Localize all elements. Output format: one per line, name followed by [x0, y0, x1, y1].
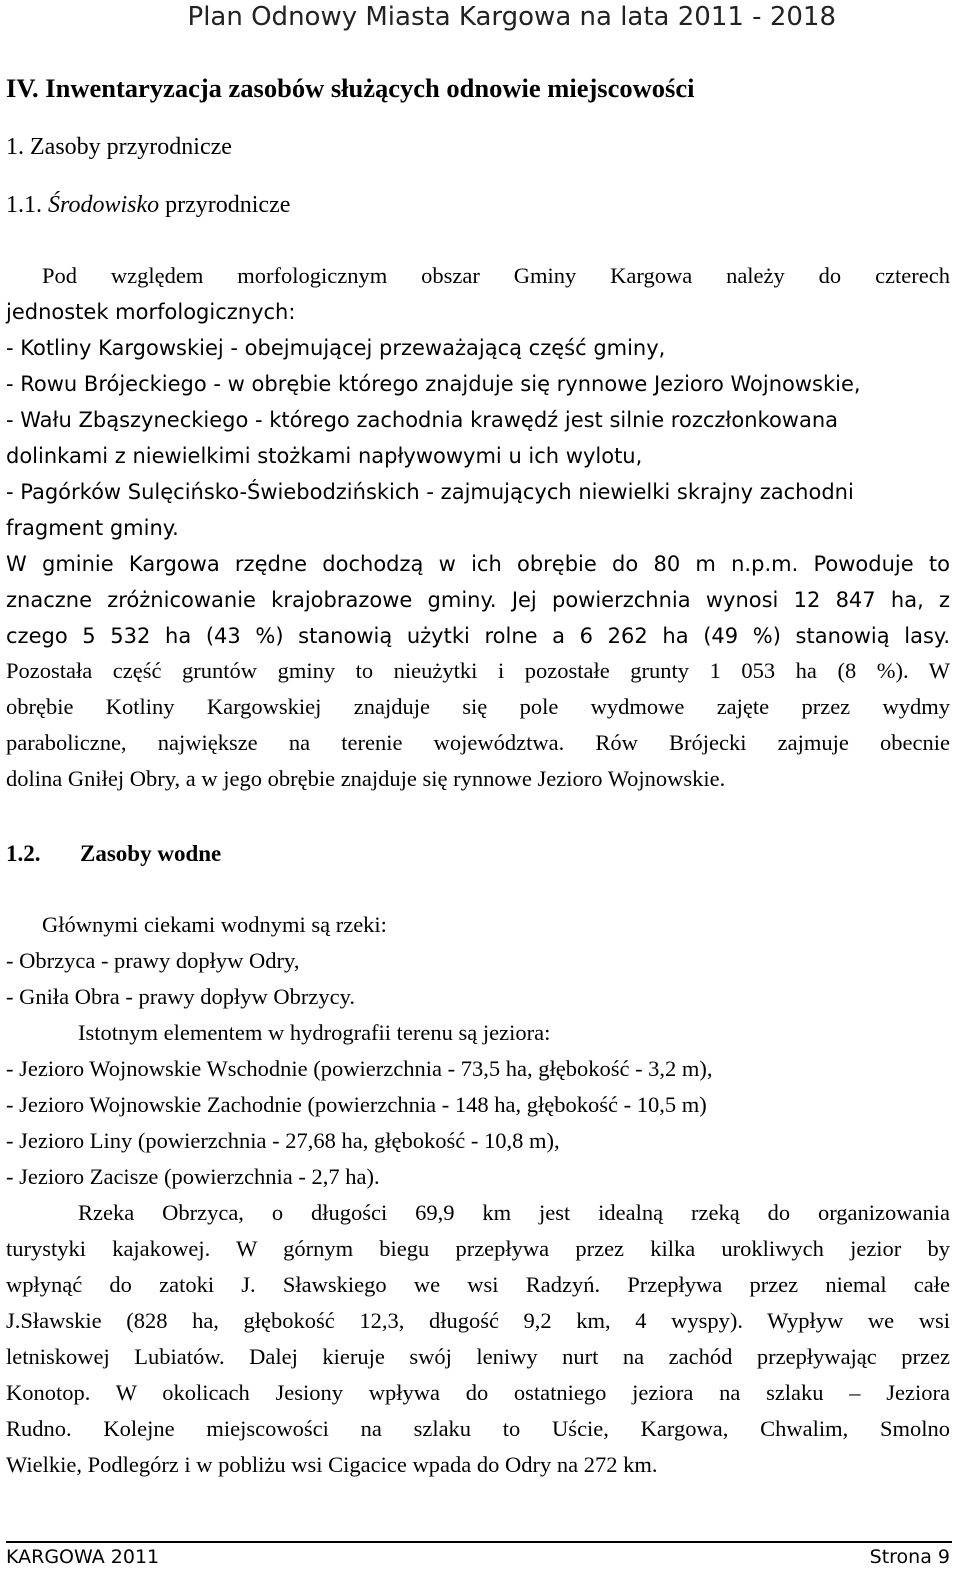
subsection-number: 1.2.	[6, 841, 41, 866]
list-item: - Gniła Obra - prawy dopływ Obrzycy.	[6, 984, 356, 1009]
subsection-heading	[6, 192, 290, 219]
section-heading: 1. Zasoby przyrodnicze	[6, 134, 232, 160]
paragraph-line: Pozostała część gruntów gminy to nieużytki i pozostałe grunty 1 053 ha (8 %). W	[6, 658, 950, 683]
paragraph-line: Rzeka Obrzyca, o długości 69,9 km jest idealną rzeką do organizowania	[78, 1200, 950, 1225]
list-item: - Wału Zbąszyneckiego - którego zachodnia krawędź jest silnie rozczłonkowana	[6, 408, 839, 432]
paragraph-line: wpłynąć do zatoki J. Sławskiego we wsi Radzyń. Przepływa przez niemal całe	[6, 1272, 950, 1297]
paragraph-line: Wielkie, Podlegórz i w pobliżu wsi Cigacice wpada do Odry na 272 km.	[6, 1452, 658, 1477]
running-header: Plan Odnowy Miasta Kargowa na lata 2011 - 2018	[187, 2, 836, 32]
list-item: - Kotliny Kargowskiej - obejmującej przeważającą część gminy,	[6, 336, 666, 360]
subsection-title-rest: przyrodnicze	[165, 192, 291, 218]
paragraph-line: znaczne zróżnicowanie krajobrazowe gminy. Jej powierzchnia wynosi 12 847 ha, z	[6, 588, 950, 612]
list-item: - Pagórków Sulęcińsko-Świebodzińskich - zajmujących niewielki skrajny zachodni	[6, 480, 854, 504]
paragraph-line: obrębie Kotliny Kargowskiej znajduje się pole wydmowe zajęte przez wydmy	[6, 694, 950, 719]
paragraph-line: turystyki kajakowej. W górnym biegu przepływa przez kilka urokliwych jezior by	[6, 1236, 950, 1261]
paragraph-line: Istotnym elementem w hydrografii terenu są jeziora:	[78, 1020, 551, 1045]
paragraph-line: Rudno. Kolejne miejscowości na szlaku to Uście, Kargowa, Chwalim, Smolno	[6, 1416, 950, 1441]
paragraph-line: czego 5 532 ha (43 %) stanowią użytki rolne a 6 262 ha (49 %) stanowią lasy.	[6, 624, 950, 648]
paragraph-line: dolina Gniłej Obry, a w jego obrębie znajduje się rynnowe Jezioro Wojnowskie.	[6, 766, 726, 791]
subsection-number: 1.1.	[6, 192, 42, 218]
footer-left-text: KARGOWA 2011	[6, 1546, 160, 1568]
list-item: - Rowu Brójeckiego - w obrębie którego znajduje się rynnowe Jezioro Wojnowskie,	[6, 372, 861, 396]
list-item: - Jezioro Wojnowskie Zachodnie (powierzchnia - 148 ha, głębokość - 10,5 m)	[6, 1092, 707, 1117]
list-item: - Obrzyca - prawy dopływ Odry,	[6, 948, 300, 973]
paragraph-line: jednostek morfologicznych:	[6, 300, 296, 324]
paragraph-line: J.Sławskie (828 ha, głębokość 12,3, długość 9,2 km, 4 wyspy). Wypływ we wsi	[6, 1308, 950, 1333]
paragraph-line: W gminie Kargowa rzędne dochodzą w ich obrębie do 80 m n.p.m. Powoduje to	[6, 552, 950, 576]
list-item: - Jezioro Wojnowskie Wschodnie (powierzchnia - 73,5 ha, głębokość - 3,2 m),	[6, 1056, 713, 1081]
paragraph-line: fragment gminy.	[6, 516, 179, 540]
paragraph-line: Konotop. W okolicach Jesiony wpływa do ostatniego jeziora na szlaku – Jeziora	[6, 1380, 950, 1405]
list-item: - Jezioro Zacisze (powierzchnia - 2,7 ha).	[6, 1164, 380, 1189]
page-number: Strona 9	[869, 1546, 950, 1568]
subsection-title-italic: Środowisko	[48, 192, 160, 218]
chapter-heading: IV. Inwentaryzacja zasobów służących odnowie miejscowości	[6, 73, 695, 103]
paragraph-line: paraboliczne, największe na terenie województwa. Rów Brójecki zajmuje obecnie	[6, 730, 950, 755]
paragraph-line: Pod względem morfologicznym obszar Gminy Kargowa należy do czterech	[42, 263, 950, 288]
paragraph-line: Głównymi ciekami wodnymi są rzeki:	[42, 912, 387, 937]
list-item: - Jezioro Liny (powierzchnia - 27,68 ha, głębokość - 10,8 m),	[6, 1128, 560, 1153]
paragraph-line: dolinkami z niewielkimi stożkami napływowymi u ich wylotu,	[6, 444, 643, 468]
subsection-title: Zasoby wodne	[80, 841, 222, 866]
paragraph-line: letniskowej Lubiatów. Dalej kieruje swój leniwy nurt na zachód przepływając przez	[6, 1344, 950, 1369]
footer-divider	[6, 1541, 952, 1543]
subsection-heading	[6, 841, 221, 867]
